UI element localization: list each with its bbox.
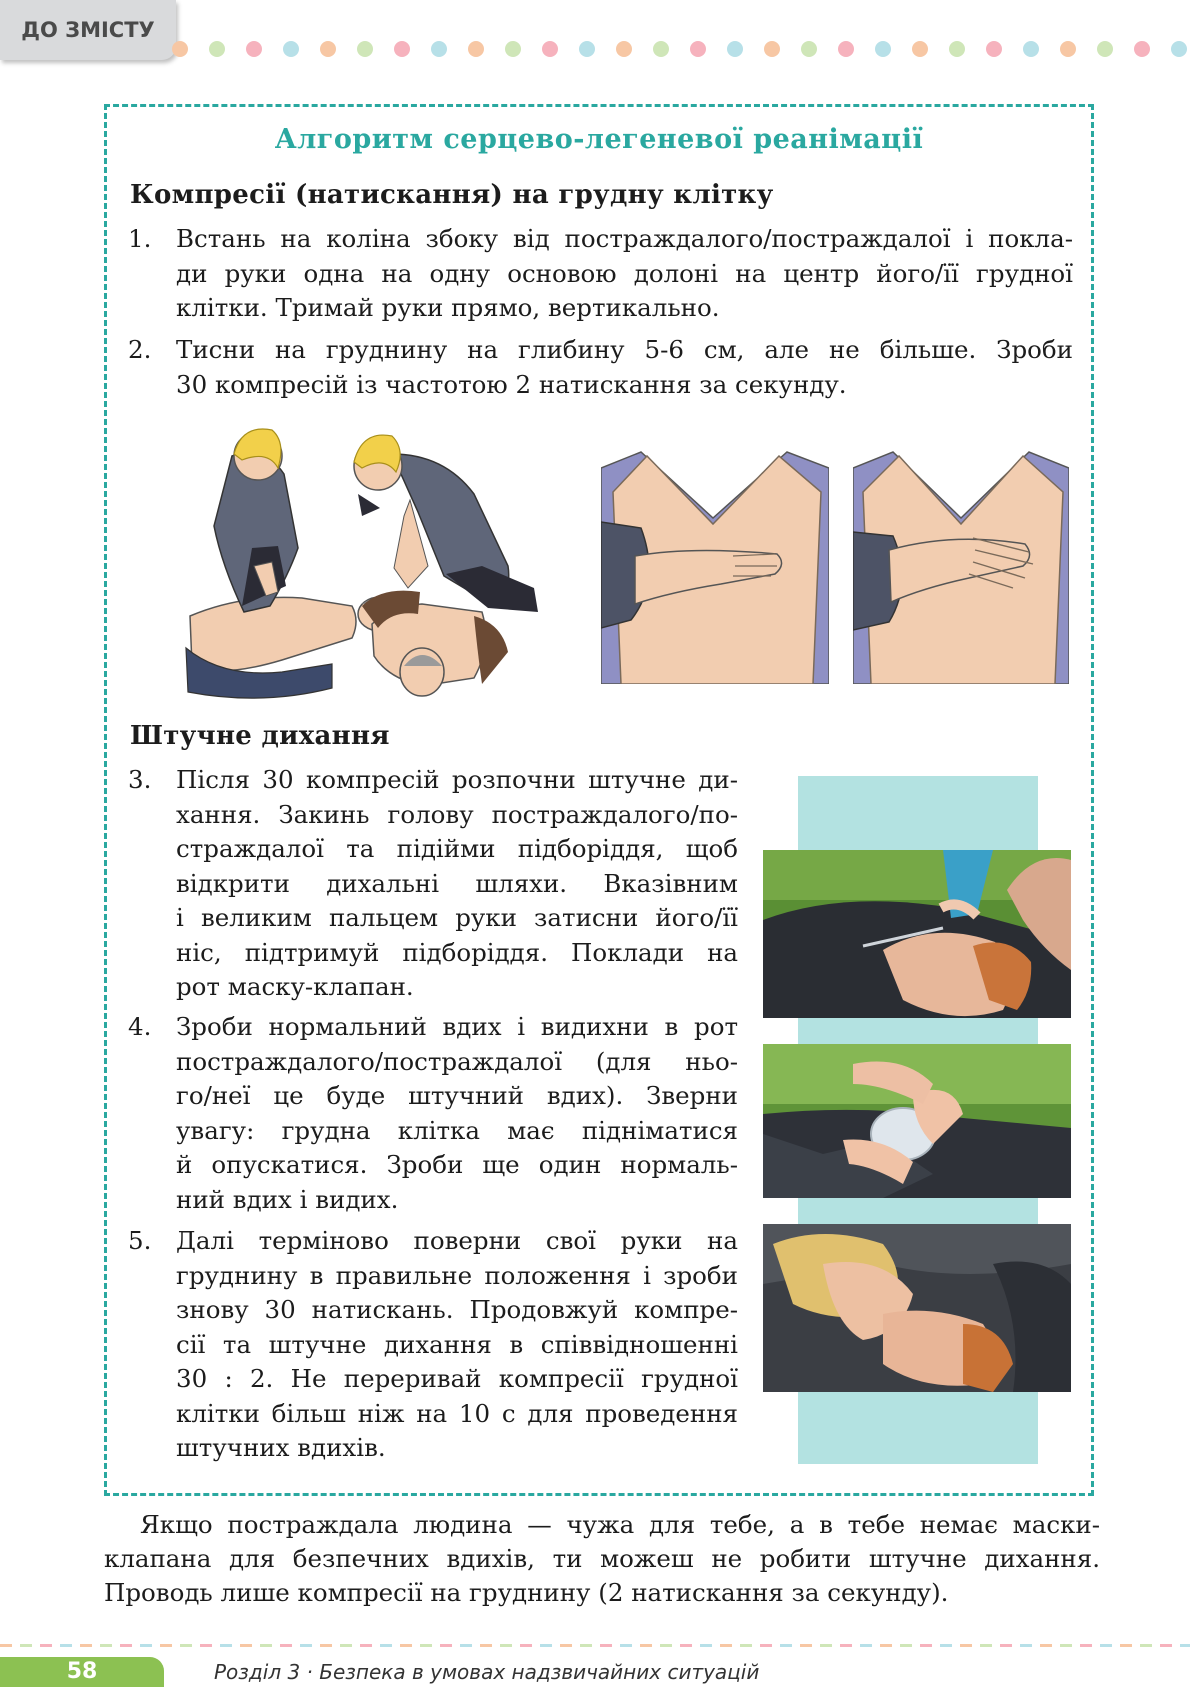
footer-dash [60, 1644, 72, 1647]
decorative-dot [394, 41, 410, 57]
section-heading-compressions: Компресії (натискання) на грудну клітку [130, 180, 774, 210]
footer-dash [420, 1644, 432, 1647]
item-line: Встань на коліна збоку від постраждалого/постраждалої і покла- [176, 224, 1073, 253]
footer-dash [300, 1644, 312, 1647]
footer-dash [240, 1644, 252, 1647]
footer-dash [960, 1644, 972, 1647]
footer-dash [740, 1644, 752, 1647]
footer-dash [760, 1644, 772, 1647]
section-heading-breathing: Штучне дихання [130, 721, 390, 751]
item-line: і великим пальцем руки затисни його/її [176, 903, 738, 932]
decorative-dot [246, 41, 262, 57]
decorative-dot [838, 41, 854, 57]
decorative-dot [727, 41, 743, 57]
photo-rescue-breath [763, 1224, 1071, 1392]
item-number: 1. [128, 224, 152, 253]
footer-dash [1040, 1644, 1052, 1647]
decorative-dot [1097, 41, 1113, 57]
item-line: знову 30 натискань. Продовжуй компре- [176, 1295, 738, 1324]
item-number: 2. [128, 335, 152, 364]
decorative-dot [542, 41, 558, 57]
footer-dash [1160, 1644, 1172, 1647]
footer-dash [0, 1644, 12, 1647]
note-paragraph: Якщо постраждала людина — чужа для тебе, а в тебе немає маски-клапана для безпечних вдихів, ти можеш не робити штучне дихання. Проводь лише компресії на груднину (2 натискання за секунду). [104, 1510, 1100, 1607]
footer-dash [780, 1644, 792, 1647]
decorative-dot [986, 41, 1002, 57]
item-line: рот маску-клапан. [176, 972, 414, 1001]
footer-dash [180, 1644, 192, 1647]
decorative-dot [283, 41, 299, 57]
footer-dash [580, 1644, 592, 1647]
decorative-dot [320, 41, 336, 57]
footer-dash [840, 1644, 852, 1647]
footer-dash [200, 1644, 212, 1647]
footer-dash [1140, 1644, 1152, 1647]
decorative-dot [209, 41, 225, 57]
item-line: 30 компресій із частотою 2 натискання за секунду. [176, 369, 847, 399]
footer-dash [360, 1644, 372, 1647]
footer-dash [280, 1644, 292, 1647]
footer-dash [340, 1644, 352, 1647]
footer-dash [1060, 1644, 1072, 1647]
decorative-dot [949, 41, 965, 57]
footer-dash [940, 1644, 952, 1647]
item-line: сії та штучне дихання в співвідношенні [176, 1329, 738, 1359]
item-line: штучних вдихів. [176, 1433, 386, 1462]
footer-divider [0, 1644, 1190, 1648]
footer-dash [40, 1644, 52, 1647]
footer-dash [460, 1644, 472, 1647]
decorative-dot [1060, 41, 1076, 57]
footer-dash [660, 1644, 672, 1647]
item-line: ний вдих і видих. [176, 1184, 399, 1214]
item-line: клітки більш ніж на 10 с для проведення [176, 1398, 738, 1428]
decorative-dot [1023, 41, 1039, 57]
item-line: увагу: грудна клітка має підніматися [176, 1115, 738, 1145]
photo-mask-placement [763, 1044, 1071, 1198]
footer-dash [160, 1644, 172, 1647]
footer-dash [1180, 1644, 1190, 1647]
box-title: Алгоритм серцево-легеневої реанімації [274, 124, 924, 155]
decorative-dot [505, 41, 521, 57]
hand-placement-illustration [601, 432, 829, 684]
footer-dash [1020, 1644, 1032, 1647]
footer-dash [500, 1644, 512, 1647]
decorative-dot [653, 41, 669, 57]
footer-dash [480, 1644, 492, 1647]
footer-dash [920, 1644, 932, 1647]
footer-dash [100, 1644, 112, 1647]
footer-dash [140, 1644, 152, 1647]
interlocked-hands-illustration [853, 432, 1069, 684]
footer-dash [860, 1644, 872, 1647]
chapter-title: Розділ 3 · Безпека в умовах надзвичайних ситуацій [214, 1660, 760, 1684]
decorative-dot [357, 41, 373, 57]
footer-dash [560, 1644, 572, 1647]
footer-dash [1100, 1644, 1112, 1647]
footer-dash [880, 1644, 892, 1647]
footer-dash [680, 1644, 692, 1647]
toc-button[interactable]: ДО ЗМІСТУ [0, 0, 176, 60]
item-line: 30 : 2. Не переривай компресії грудної [176, 1364, 738, 1393]
footer-dash [720, 1644, 732, 1647]
footer-dash [980, 1644, 992, 1647]
decorative-dot [875, 41, 891, 57]
page-number: 58 [0, 1657, 164, 1687]
footer-dash [80, 1644, 92, 1647]
item-line: Після 30 компресій розпочни штучне ди- [176, 765, 738, 794]
footer-dash [600, 1644, 612, 1647]
decorative-dot [801, 41, 817, 57]
footer-dash [400, 1644, 412, 1647]
decorative-dot [764, 41, 780, 57]
item-line: постраждалого/постраждалої (для ньо- [176, 1046, 738, 1076]
decorative-dots [172, 40, 1190, 58]
footer-dash [700, 1644, 712, 1647]
item-number: 5. [128, 1226, 152, 1255]
cpr-rescuer-illustration [182, 416, 562, 702]
footer-dash [380, 1644, 392, 1647]
item-line: й опускатися. Зроби ще один нормаль- [176, 1150, 738, 1179]
footer-dash [1120, 1644, 1132, 1647]
decorative-dot [579, 41, 595, 57]
item-line: страждалої та підійми підборіддя, щоб [176, 834, 738, 863]
footer-dash [440, 1644, 452, 1647]
footer-dash [520, 1644, 532, 1647]
footer-dash [540, 1644, 552, 1647]
footer-dash [640, 1644, 652, 1647]
item-line: Тисни на груднину на глибину 5-6 см, але не більше. Зроби [176, 335, 1073, 364]
footer-dash [1080, 1644, 1092, 1647]
decorative-dot [690, 41, 706, 57]
item-line: ніс, підтримуй підборіддя. Поклади на [176, 937, 738, 967]
footer-dash [620, 1644, 632, 1647]
decorative-dot [912, 41, 928, 57]
footer-dash [800, 1644, 812, 1647]
decorative-dot [172, 41, 188, 57]
decorative-dot [431, 41, 447, 57]
footer-dash [820, 1644, 832, 1647]
item-line: груднину в правильне положення і зроби [176, 1260, 738, 1290]
footer-dash [320, 1644, 332, 1647]
footer-dash [220, 1644, 232, 1647]
decorative-dot [468, 41, 484, 57]
item-line: відкрити дихальні шляхи. Вказівним [176, 868, 738, 898]
item-line: го/неї це буде штучний вдих). Зверни [176, 1081, 738, 1110]
footer-dash [260, 1644, 272, 1647]
footer-dash [20, 1644, 32, 1647]
photo-head-tilt [763, 850, 1071, 1018]
decorative-dot [1134, 41, 1150, 57]
item-line: ди руки одна на одну основою долоні на центр його/її грудної [176, 258, 1073, 288]
item-line: Далі терміново поверни свої руки на [176, 1226, 738, 1255]
item-line: хання. Закинь голову постраждалого/по- [176, 799, 738, 829]
decorative-dot [616, 41, 632, 57]
footer-dash [120, 1644, 132, 1647]
decorative-dot [1171, 41, 1187, 57]
footer-dash [900, 1644, 912, 1647]
item-number: 4. [128, 1012, 152, 1041]
item-number: 3. [128, 765, 152, 794]
item-line: Зроби нормальний вдих і видихни в рот [176, 1012, 738, 1041]
item-line: клітки. Тримай руки прямо, вертикально. [176, 293, 720, 322]
footer-dash [1000, 1644, 1012, 1647]
